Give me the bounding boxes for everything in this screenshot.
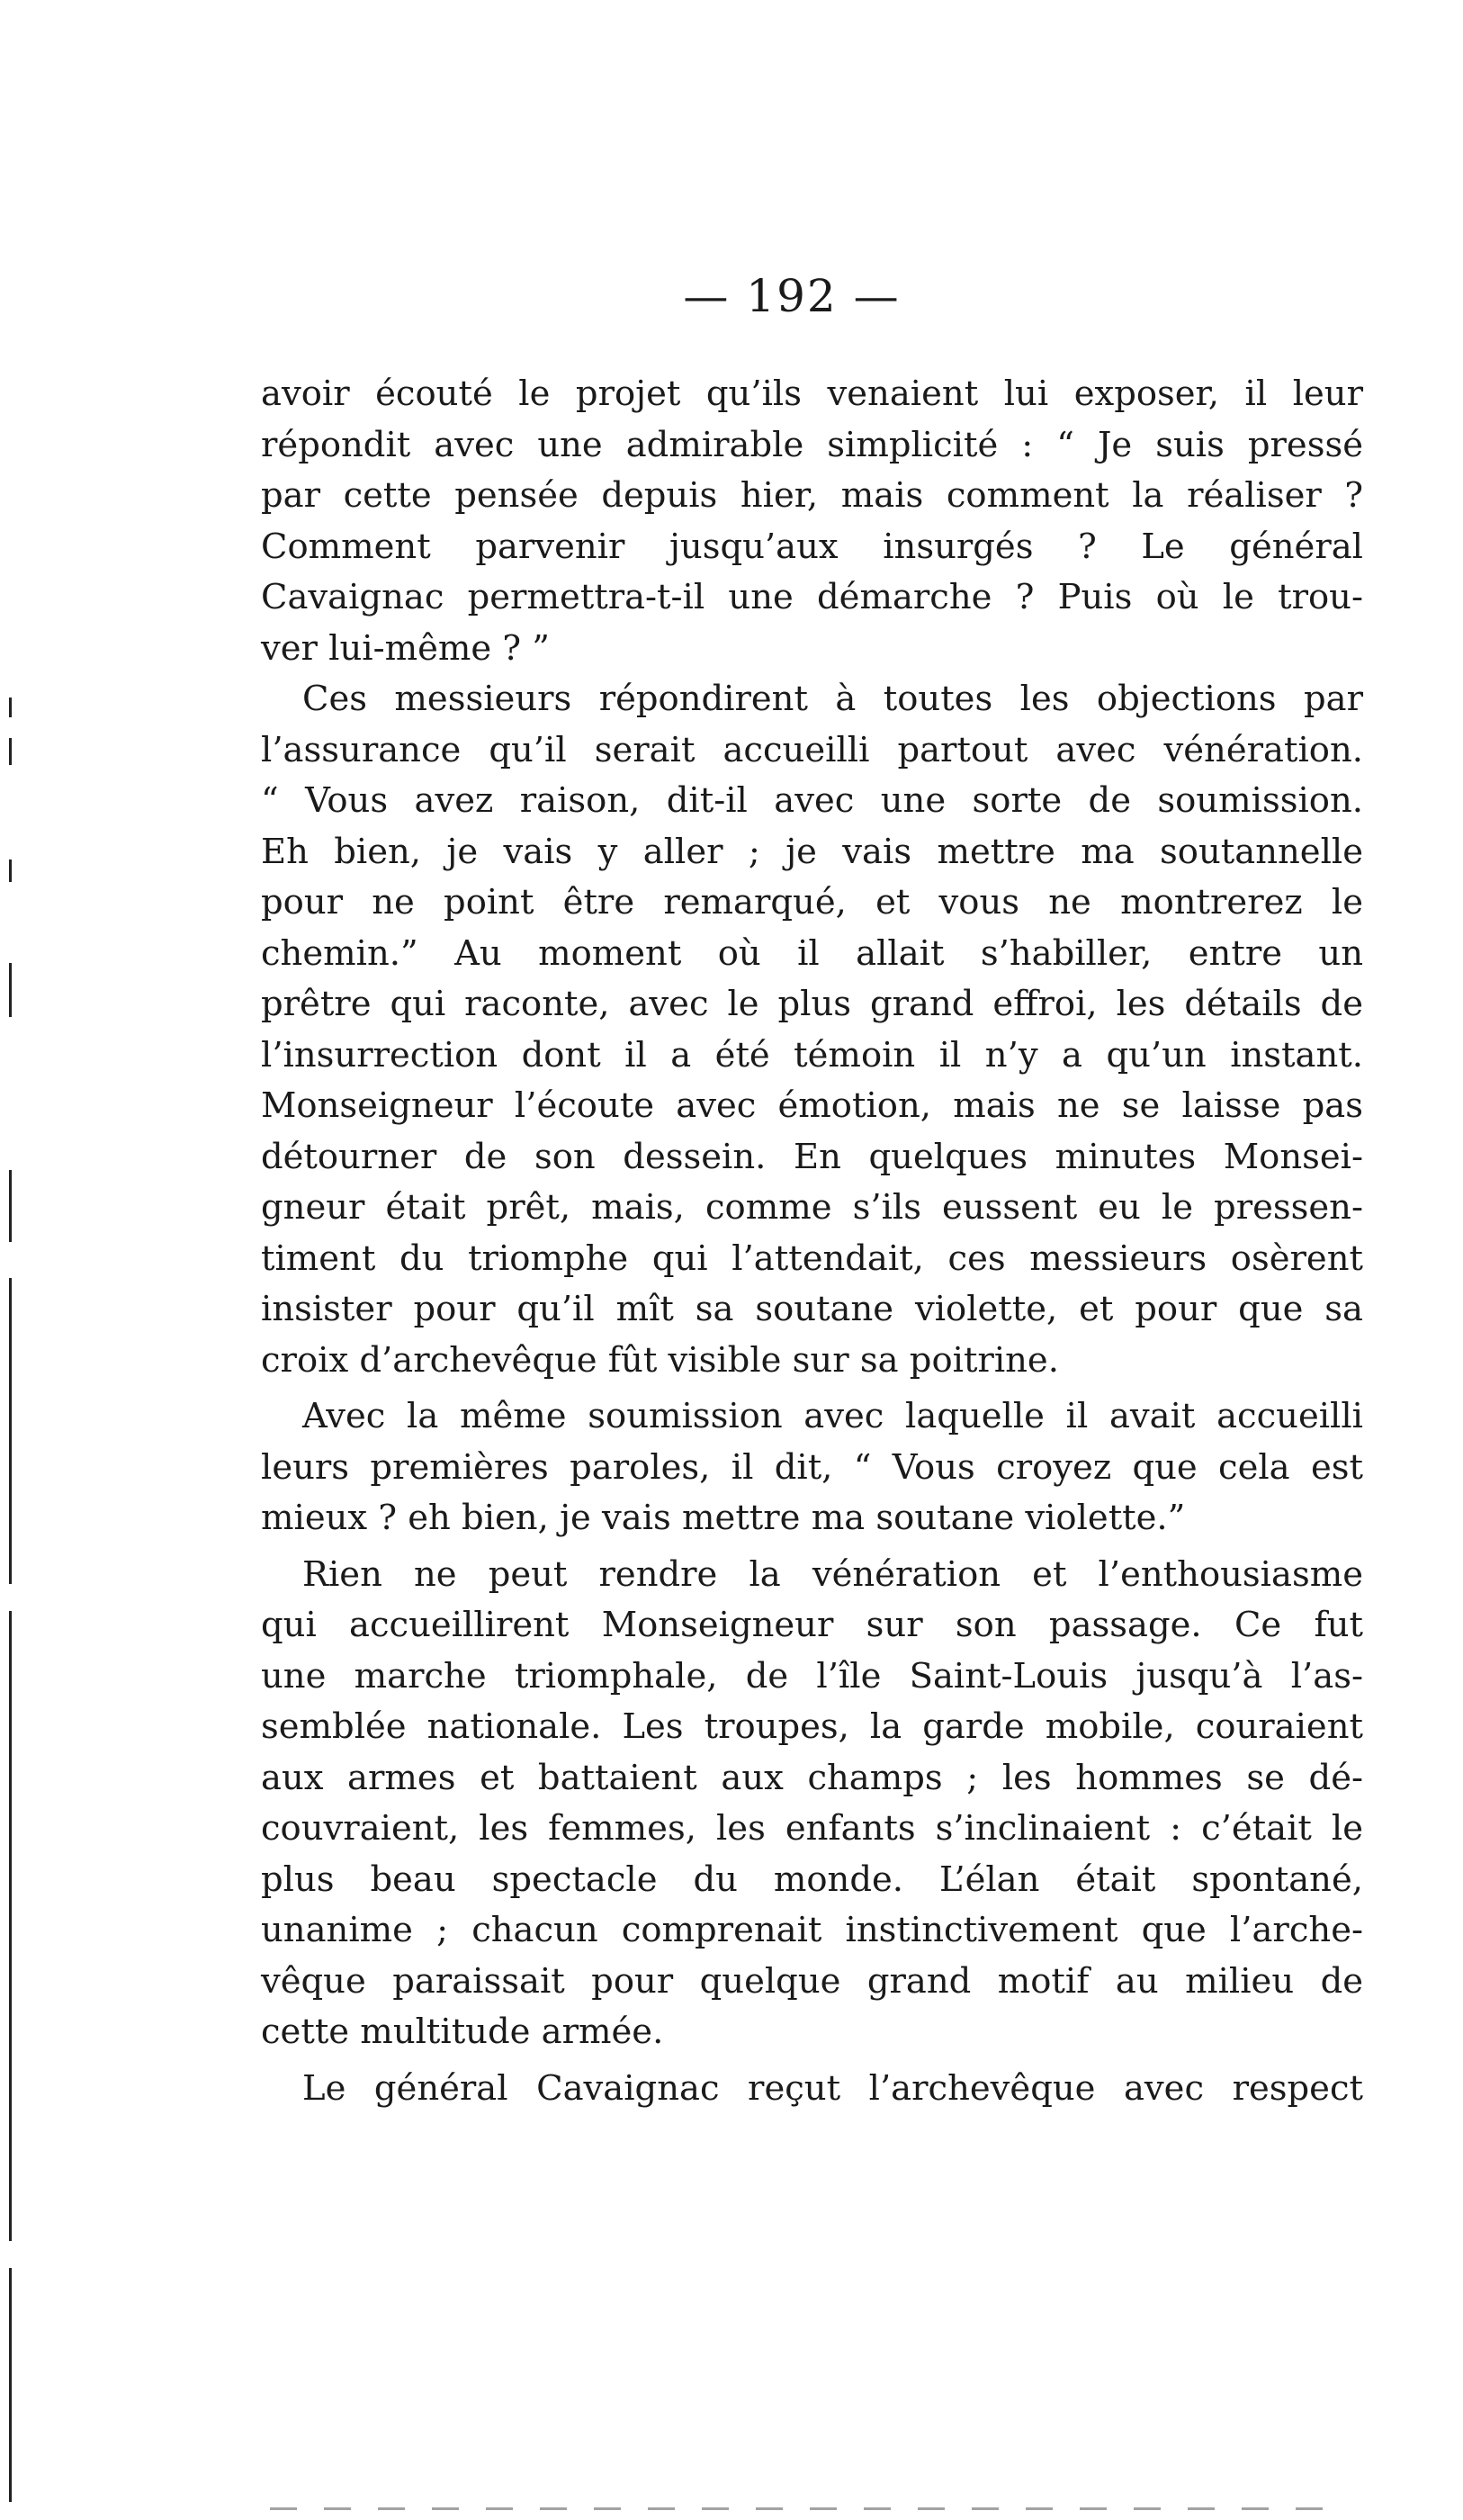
edge-mark — [9, 860, 12, 882]
edge-mark — [9, 2268, 12, 2502]
text-line: insister pour qu’il mît sa soutane violette, et pour que sa — [261, 1289, 1363, 1329]
text-line: l’insurrection dont il a été témoin il n’y a qu’un instant. — [261, 1034, 1363, 1076]
text-line: “ Vous avez raison, dit-il avec une sorte de soumission. — [261, 780, 1363, 821]
text-line: qui accueillirent Monseigneur sur son passage. Ce fut — [261, 1605, 1363, 1645]
edge-mark — [9, 1611, 12, 2241]
text-line: Monseigneur l’écoute avec émotion, mais ne se laisse pas — [261, 1085, 1363, 1126]
edge-mark — [9, 1278, 12, 1584]
text-line: couvraient, les femmes, les enfants s’inclinaient : c’était le — [261, 1808, 1363, 1849]
text-line: prêtre qui raconte, avec le plus grand effroi, les détails de — [261, 984, 1363, 1024]
text-line: avoir écouté le projet qu’ils venaient lui exposer, il leur — [261, 374, 1363, 414]
text-line: Cavaignac permettra-t-il une démarche ? Puis où le trou- — [261, 577, 1363, 617]
page-number: — 192 — — [683, 270, 901, 322]
text-line: timent du triomphe qui l’attendait, ces messieurs osèrent — [261, 1238, 1363, 1279]
paragraph — [261, 2064, 1363, 2115]
text-line: aux armes et battaient aux champs ; les hommes se dé- — [261, 1757, 1363, 1798]
text-line: l’assurance qu’il serait accueilli partout avec vénération. — [261, 729, 1363, 770]
text-line: unanime ; chacun comprenait instinctivement que l’arche- — [261, 1910, 1363, 1950]
text-line: répondit avec une admirable simplicité : “ Je suis pressé — [261, 424, 1363, 465]
text-line: plus beau spectacle du monde. L’élan était spontané, — [261, 1858, 1363, 1900]
text-line: Avec la même soumission avec laquelle il avait accueilli — [302, 1396, 1363, 1436]
text-line: Le général Cavaignac reçut l’archevêque avec respect — [302, 2067, 1363, 2109]
text-line: mieux ? eh bien, je vais mettre ma soutane violette.” — [261, 1498, 1186, 1538]
paragraph — [261, 1391, 1363, 1544]
text-line: chemin.” Au moment où il allait s’habiller, entre un — [261, 932, 1363, 974]
text-line: vêque paraissait pour quelque grand motif au milieu de — [261, 1960, 1363, 2002]
text-line: par cette pensée depuis hier, mais comment la réaliser ? — [261, 475, 1363, 516]
edge-mark — [9, 1170, 12, 1242]
paragraph — [261, 1550, 1363, 2058]
body-text — [261, 369, 1363, 2114]
text-line: Eh bien, je vais y aller ; je vais mettre ma soutannelle — [261, 831, 1363, 872]
text-line: Rien ne peut rendre la vénération et l’enthousiasme — [302, 1553, 1363, 1595]
text-line: cette multitude armée. — [261, 2012, 664, 2052]
text-line: leurs premières paroles, il dit, “ Vous croyez que cela est — [261, 1446, 1363, 1488]
text-line: une marche triomphale, de l’île Saint-Louis jusqu’à l’as- — [261, 1655, 1363, 1696]
page-edge-marks — [0, 0, 36, 2520]
text-line: Ces messieurs répondirent à toutes les objections par — [302, 679, 1363, 719]
text-line: détourner de son dessein. En quelques minutes Monsei- — [261, 1136, 1363, 1177]
text-line: Comment parvenir jusqu’aux insurgés ? Le général — [261, 526, 1363, 567]
paragraph — [261, 369, 1363, 674]
bottom-edge-noise — [270, 2507, 1350, 2510]
paragraph — [261, 674, 1363, 1386]
text-line: semblée nationale. Les troupes, la garde mobile, couraient — [261, 1706, 1363, 1747]
edge-mark — [9, 698, 12, 717]
text-line: pour ne point être remarqué, et vous ne montrerez le — [261, 882, 1363, 922]
edge-mark — [9, 963, 12, 1017]
text-line: gneur était prêt, mais, comme s’ils eussent eu le pressen- — [261, 1187, 1363, 1228]
edge-mark — [9, 738, 12, 765]
text-line: ver lui-même ? ” — [261, 627, 550, 669]
text-line: croix d’archevêque fût visible sur sa poitrine. — [261, 1339, 1059, 1381]
